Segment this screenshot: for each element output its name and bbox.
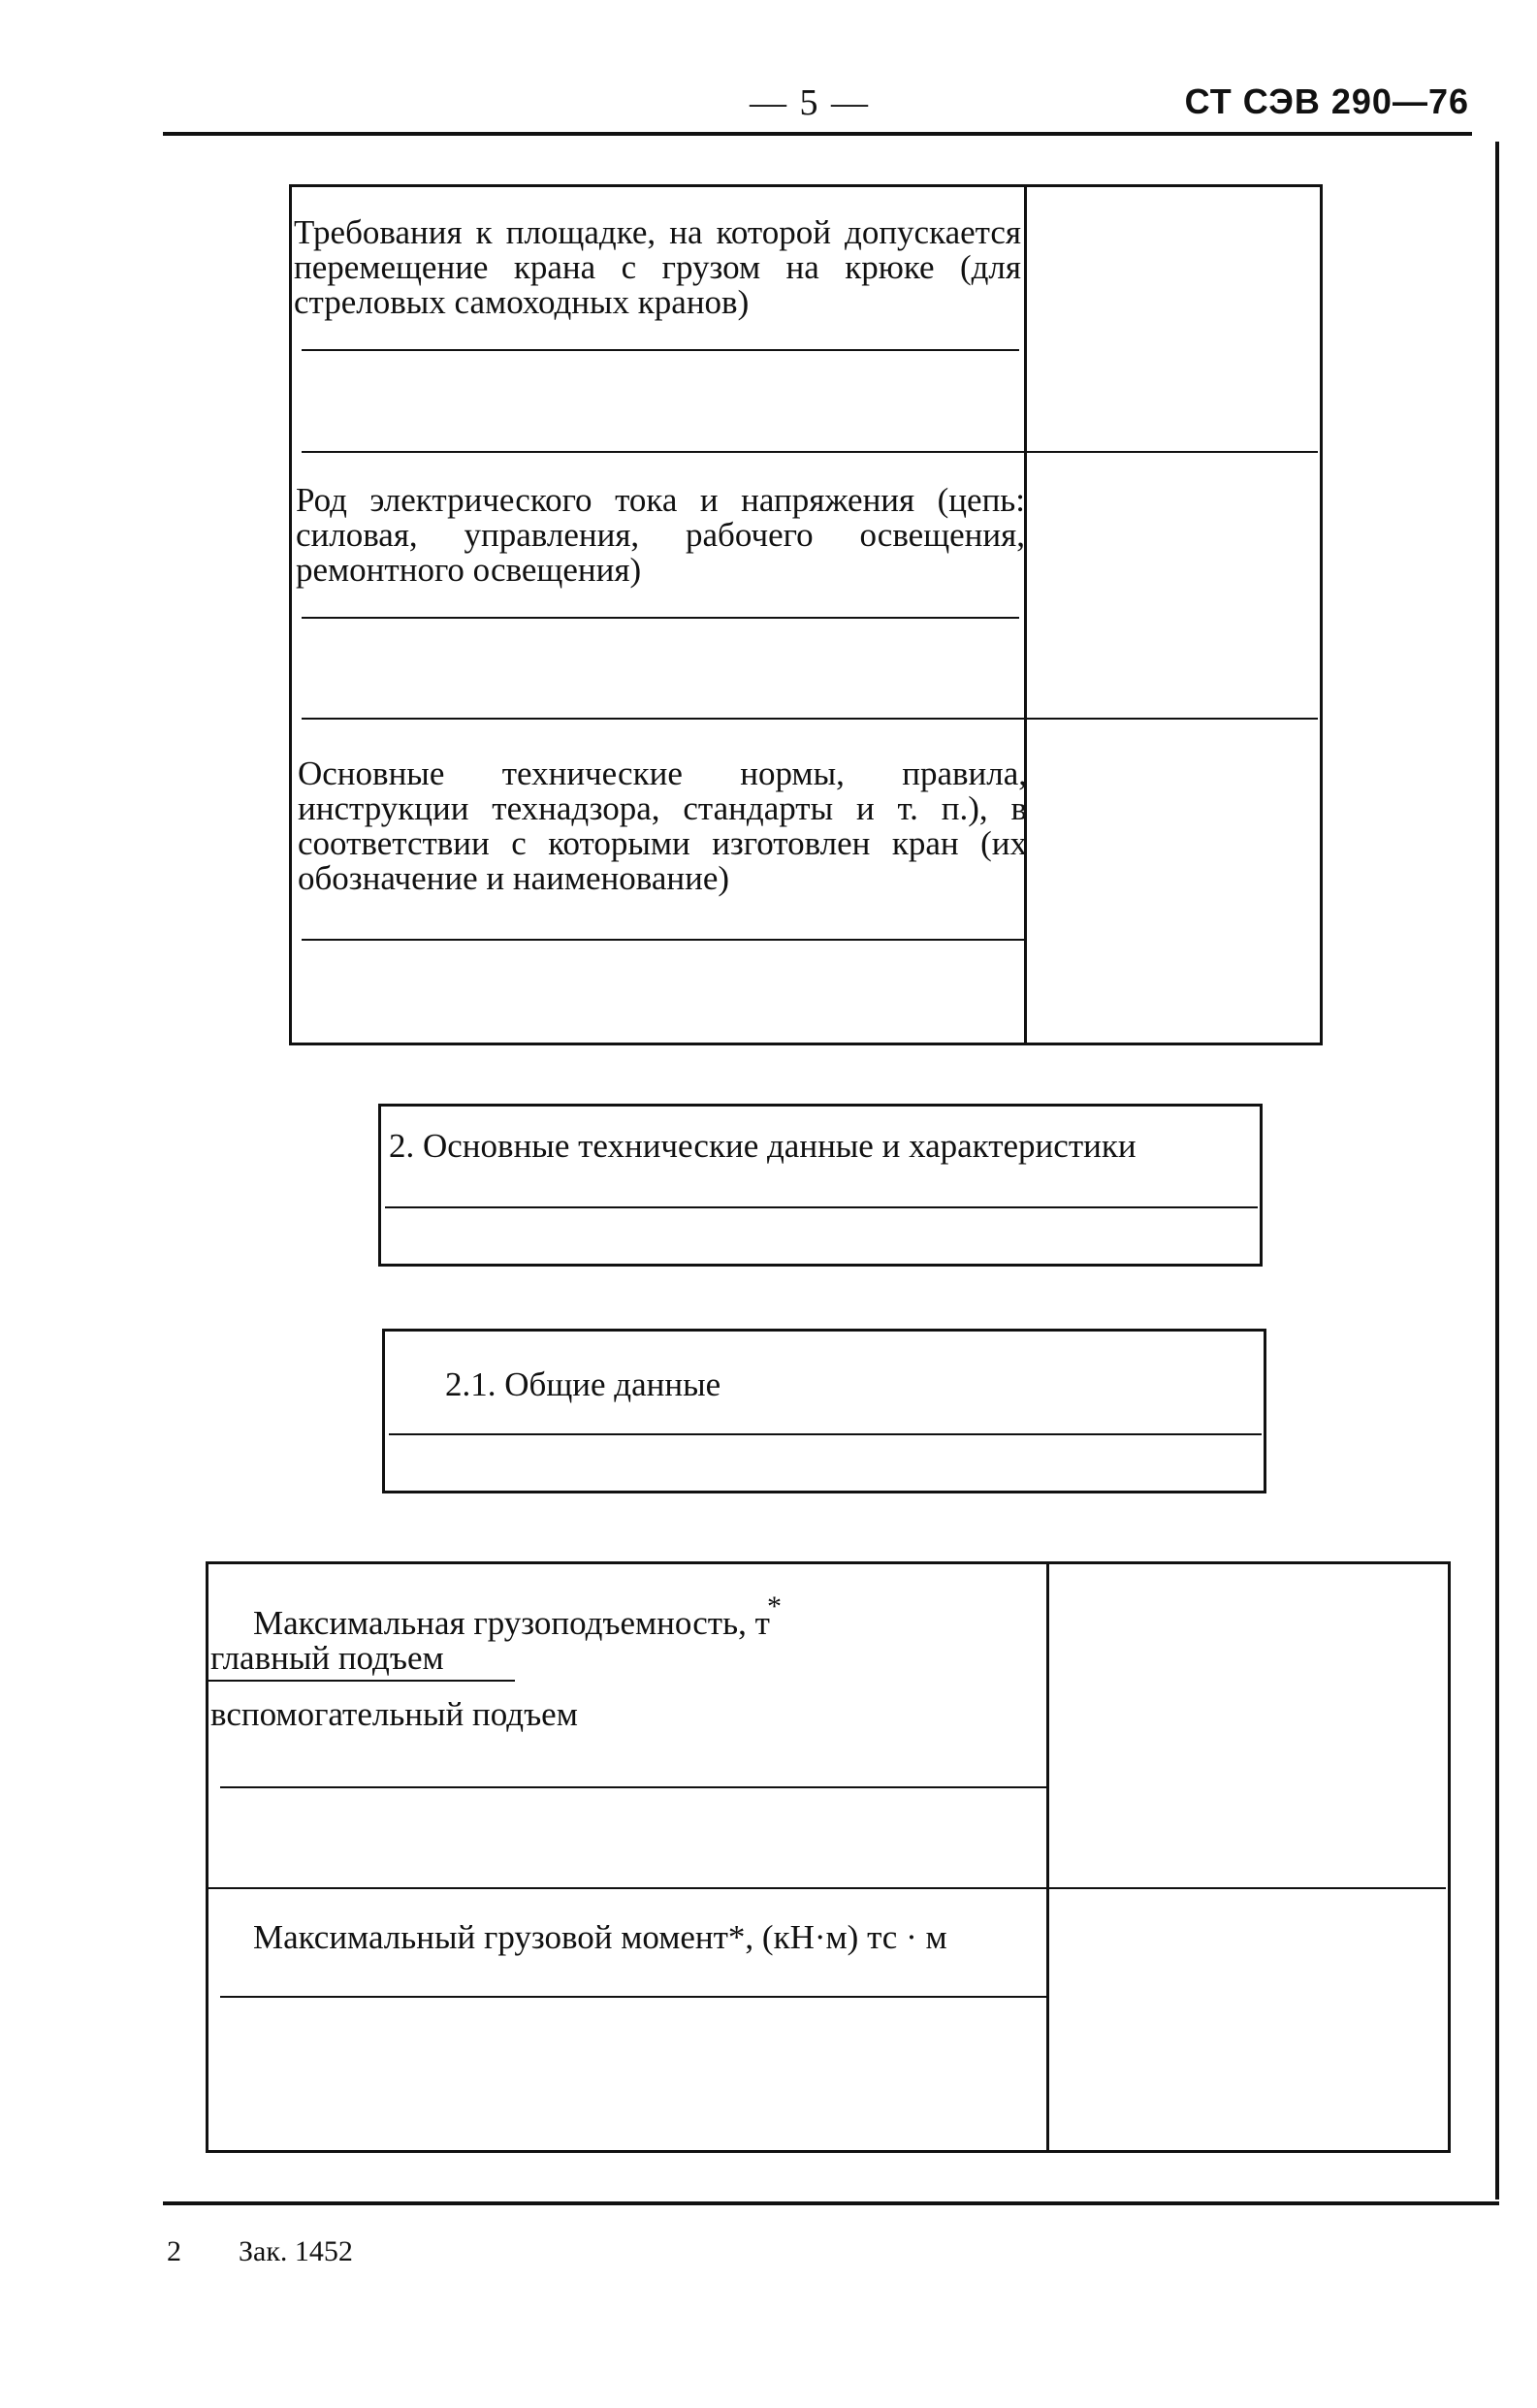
box-bottom-border	[378, 1264, 1263, 1267]
technical-norms-label: Основные технические нормы, правила, инструкции технадзора, стандарты и т. п.), в соответствии с которыми изготовлен кран (их обозначение и наименование)	[298, 755, 1027, 897]
section-2-1-box	[382, 1329, 1266, 1493]
row-separator	[208, 1887, 1446, 1889]
crane-requirements-table	[289, 184, 1323, 1045]
page-number: — 5 —	[750, 82, 870, 123]
max-capacity-label: Максимальная грузоподъемность, т	[253, 1604, 770, 1642]
header-rule	[163, 132, 1472, 136]
box-top-border	[382, 1329, 1266, 1332]
answer-line	[302, 939, 1027, 941]
answer-line	[385, 1206, 1258, 1208]
answer-line	[302, 617, 1019, 619]
answer-line	[220, 1996, 1046, 1998]
electric-current-label: Род электрического тока и напряжения (цепь: силовая, управления, рабочего освещения, ремонтного освещения)	[296, 481, 1025, 589]
box-bottom-border	[382, 1491, 1266, 1493]
standard-code: СТ СЭВ 290—76	[1184, 81, 1469, 121]
footnote-asterisk: *	[767, 1590, 782, 1622]
section-2-1-title: 2.1. Общие данные	[445, 1365, 721, 1403]
row-separator	[302, 451, 1318, 453]
main-lift-underline	[208, 1680, 515, 1682]
order-number: Зак. 1452	[239, 2235, 353, 2267]
row-separator	[302, 718, 1318, 720]
table-bottom-border	[289, 1043, 1323, 1045]
aux-lift-label: вспомогательный подъем	[210, 1695, 578, 1733]
answer-line	[389, 1433, 1262, 1435]
answer-line	[220, 1786, 1046, 1788]
table-top-border	[206, 1561, 1451, 1564]
main-lift-label: главный подъем	[210, 1639, 444, 1677]
section-2-box	[378, 1104, 1263, 1267]
table-top-border	[289, 184, 1323, 187]
sheet-number: 2	[167, 2235, 181, 2267]
footer-rule	[163, 2201, 1499, 2205]
box-top-border	[378, 1104, 1263, 1107]
section-2-title: 2. Основные технические данные и характеристики	[389, 1127, 1137, 1165]
max-moment-label: Максимальный грузовой момент*, (кН·м) тс · м	[253, 1918, 947, 1956]
table-bottom-border	[206, 2150, 1451, 2153]
column-divider	[1024, 184, 1027, 1045]
general-data-table	[206, 1561, 1451, 2153]
right-margin-rule	[1495, 142, 1499, 2199]
site-requirements-label: Требования к площадке, на которой допускается перемещение крана с грузом на крюке (для стреловых самоходных кранов)	[294, 213, 1021, 321]
answer-line	[302, 349, 1019, 351]
column-divider	[1046, 1561, 1049, 2153]
